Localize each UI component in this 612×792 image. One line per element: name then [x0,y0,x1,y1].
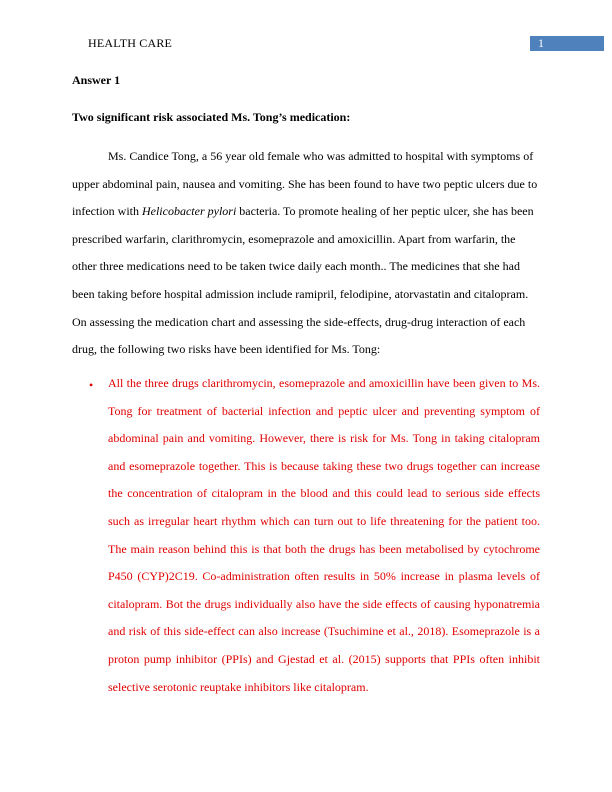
bullet-line: selective serotonic reuptake inhibitors like citalopram. [108,679,369,694]
bullet-line: All the three drugs clarithromycin, esomeprazole and amoxicillin have been given to Ms. [108,376,540,390]
bullet-line: and risk of this side-effect can also increase (Tsuchimine et al., 2018). Esomeprazole is a [108,624,540,639]
paragraph-line: other three medications need to be taken twice daily each month.. The medicines that she had [72,259,520,274]
paragraph-line: prescribed warfarin, clarithromycin, esomeprazole and amoxicillin. Apart from warfarin, the [72,231,516,246]
bullet-line: Tong for treatment of bacterial infection and peptic ulcer and preventing symptom of [108,403,540,418]
paragraph-line: been taking before hospital admission include ramipril, felodipine, atorvastatin and citalopram. [72,286,529,301]
bullet-line: the concentration of citalopram in the blood and this could lead to serious side effects [108,486,540,501]
page-number: 1 [538,36,544,50]
bullet-line: P450 (CYP)2C19. Co-administration often results in 50% increase in plasma levels of [108,569,540,584]
bullet-point-icon: • [89,378,94,392]
body-paragraph [72,143,540,364]
bullet-line: and esomeprazole together. This is because taking these two drugs together can increase [108,458,540,473]
paragraph-text: infection with [72,204,142,219]
bullet-line: proton pump inhibitor (PPIs) and Gjestad et al. (2015) supports that PPIs often inhibit [108,651,540,666]
paragraph-line: Ms. Candice Tong, a 56 year old female who was admitted to hospital with symptoms of [108,149,534,163]
header-title: HEALTH CARE [88,36,173,50]
page-number-box [530,36,604,51]
bullet-line: The main reason behind this is that both the drugs has been metabolised by cytochrome [108,541,540,556]
paragraph-text: bacteria. To promote healing of her peptic ulcer, she has been [236,204,534,219]
bullet-line: abdominal pain and vomiting. However, there is risk for Ms. Tong in taking citalopram [108,431,540,446]
bullet-paragraph [108,370,540,701]
paragraph-line [72,198,540,226]
bacteria-name: Helicobacter pylori [141,204,237,219]
paragraph-line: drug, the following two risks have been identified for Ms. Tong: [72,342,381,357]
bullet-line: such as irregular heart rhythm which can turn out to life threatening for the patient too. [108,513,540,528]
paragraph-line: upper abdominal pain, nausea and vomiting. She has been found to have two peptic ulcers due to [72,176,538,191]
paragraph-line: On assessing the medication chart and assessing the side-effects, drug-drug interaction of each [72,314,526,329]
answer-heading: Answer 1 [72,73,121,87]
bullet-line: citalopram. Bot the drugs individually also have the side effects of causing hyponatremia [108,596,540,611]
section-heading: Two significant risk associated Ms. Tong’s medication: [72,110,351,124]
